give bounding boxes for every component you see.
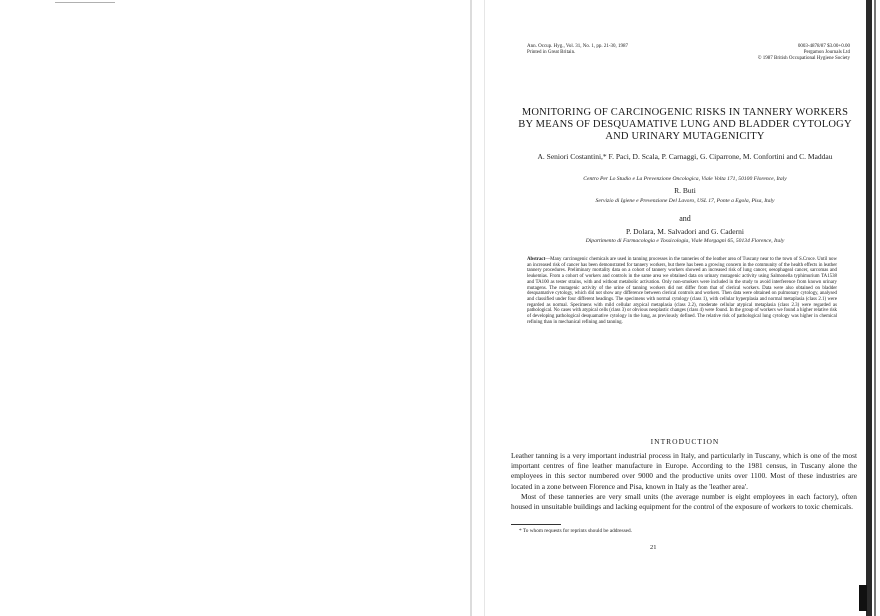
author-group-1: A. Seniori Costantini,* F. Paci, D. Scala, P. Carnaggi, G. Ciparrone, M. Confortini and C. Maddau	[537, 152, 833, 161]
journal-citation-line: Ann. Occup. Hyg., Vol. 31, No. 1, pp. 21-30, 1987	[527, 44, 629, 49]
copyright-block	[758, 44, 850, 62]
journal-citation	[527, 44, 628, 56]
page-edge-right	[866, 0, 872, 616]
paragraph-2: Most of these tanneries are very small units (the average number is eight employees in each factory), often housed in unsuitable buildings and lacking equipment for the control of the exposure of workers to toxic chemicals.	[511, 491, 857, 512]
page-edge-right-shadow	[874, 0, 876, 616]
copyright-line: © 1987 British Occupational Hygiene Society	[757, 56, 850, 61]
abstract-text: —Many carcinogenic chemicals are used in tanning processes in the tanneries of the leather area of Tuscany near to the town of S.Croce. Until now an increased risk of cancer has been demonstrated for tannery workers, but there has been a growing concern in the community of the health effects in leather tannery procedures. Preliminary mortality data on a cohort of tannery workers showed an increased risk of lung cancer, oesophageal cancer, sarcomas and leukemias. From a cohort of workers and controls in the same area we obtained data on urinary mutagenic activity using Salmonella typhimurium TA1538 and TA100 as tester strains, with and without metabolic activation. Only non-smokers were included in the study to avoid interference from known urinary mutagens. The mutagenic activity of the urine of tanning workers did not differ from that of clerical workers. Data were also obtained on bladder desquamative cytology, which did not show any difference between clerical controls and workers. Then data were obtained on pulmonary cytology, analysed and classified under four different headings. The specimens with normal cytology (class 1), with cellular hyperplasia and normal metaplasia (class 2.1) were regarded as normal. Specimens with mild cellular atypical metaplasia (class 2.2), moderate cellular atypical metaplasia (class 2.3) were regarded as pathological. No cases with atypical cells (class 3) or obvious neoplastic changes (class 4) were found. In the group of workers we found a higher relative risk of developing pathological desquamative cytology in the lung, as previously defined. The relative risk of pathological lung cytology was higher in chemical refining than in mechanical refining and tanning.	[527, 257, 837, 325]
affiliation-1: Centro Per Lo Studio e La Prevenzione Oncologica, Viale Volta 171, 50100 Florence, Italy	[583, 176, 787, 182]
publisher-line: Pergamon Journals Ltd	[803, 50, 850, 55]
journal-printed-line: Printed in Great Britain.	[527, 50, 576, 55]
scan-mark	[55, 2, 115, 3]
abstract-label: Abstract	[527, 257, 546, 262]
affiliation-3: Dipartimento di Farmacologia e Tossicologia, Viale Morgagni 65, 50134 Florence, Italy	[585, 238, 785, 244]
page-edge-tab	[859, 585, 867, 611]
page-number: 21	[650, 544, 657, 551]
introduction-body	[511, 451, 857, 512]
author-group-3: P. Dolara, M. Salvadori and G. Caderni	[626, 227, 744, 236]
page-fold	[484, 0, 485, 616]
footnote-rule	[511, 524, 561, 525]
author-group-2: R. Buti	[674, 186, 696, 195]
issn-line: 0003-4878/87 $3.00+0.00	[797, 44, 850, 49]
abstract	[527, 257, 837, 325]
affiliation-2: Servizio di Igiene e Prevenzione Del Lavoro, USL 17, Ponte a Egola, Pisa, Italy	[595, 198, 775, 204]
and-separator: and	[679, 214, 691, 223]
paragraph-1: Leather tanning is a very important industrial process in Italy, and particularly in Tuscany, which is one of the most important centres of fine leather manufacture in Europe. According to the 1981 census, in Tuscany alone the employees in this sector numbered over 9000 and the productive units over 1100. Most of these industries are located in a zone between Florence and Pisa, known in Italy as the 'leather area'.	[511, 451, 857, 491]
section-heading: INTRODUCTION	[650, 437, 720, 446]
article-page	[505, 40, 860, 610]
footnote: * To whom requests for reprints should be addressed.	[519, 528, 632, 534]
page-edge-left	[470, 0, 472, 616]
article-title: MONITORING OF CARCINOGENIC RISKS IN TANNERY WORKERS BY MEANS OF DESQUAMATIVE LUNG AND BLADDER CYTOLOGY AND URINARY MUTAGENICITY	[518, 107, 852, 142]
